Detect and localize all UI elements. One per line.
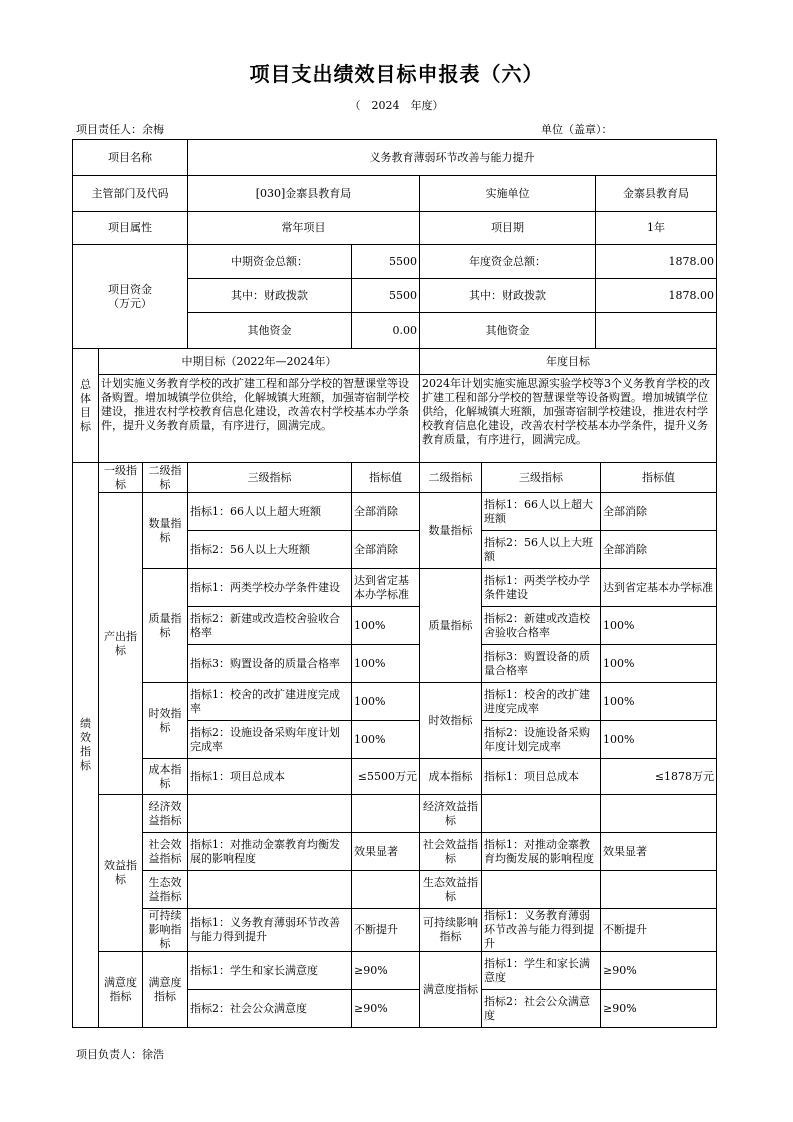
- year-indicator-value: 100%: [601, 645, 717, 683]
- eco-indicator: 生态效益指标: [143, 871, 188, 909]
- mid-goal-text: 计划实施义务教育学校的改扩建工程和部分学校的智慧课堂等设备购置。增加城镇学位供给，化解城镇大班额，加强寄宿制学校建设，推进农村学校教育信息化建设，改善农村学校基本办学条件，提升义务教育质量，有序进行，圆满完成。: [99, 375, 420, 463]
- impl-value: 金寨县教育局: [596, 176, 717, 212]
- mid-indicator: 指标2：新建或改造校舍验收合格率: [188, 607, 352, 645]
- quantity-indicator: 数量指标: [143, 493, 188, 569]
- econ-indicator: 经济效益指标: [143, 795, 188, 833]
- mid-indicator: 指标1：义务教育薄弱环节改善与能力得到提升: [188, 909, 352, 952]
- year-indicator: 指标1：学生和家长满意度: [482, 952, 601, 990]
- mid-indicator-value: 100%: [352, 645, 420, 683]
- social-indicator-year: 社会效益指标: [420, 833, 482, 871]
- mid-fiscal-label: 其中：财政拨款: [188, 279, 352, 313]
- mid-fiscal-value: 5500: [352, 279, 420, 313]
- footer-person: 项目负责人：徐浩: [76, 1048, 164, 1061]
- mid-indicator-value: ≤5500万元: [352, 759, 420, 795]
- year-indicator: 指标1：义务教育薄弱环节改善与能力得到提升: [482, 909, 601, 952]
- period-label: 项目期: [420, 212, 596, 245]
- social-indicator: 社会效益指标: [143, 833, 188, 871]
- mid-indicator: 指标2：社会公众满意度: [188, 990, 352, 1028]
- year-indicator-value: 不断提升: [601, 909, 717, 952]
- dept-value: [030]金寨县教育局: [188, 176, 420, 212]
- empty-cell: [188, 795, 352, 833]
- year-indicator-value: 100%: [601, 721, 717, 759]
- mid-indicator: 指标1：两类学校办学条件建设: [188, 569, 352, 607]
- mid-goal-header: 中期目标（2022年—2024年）: [99, 349, 420, 375]
- year-indicator: 指标1：项目总成本: [482, 759, 601, 795]
- mid-indicator-value: 全部消除: [352, 493, 420, 531]
- satisfaction-sub-indicator-year: 满意度指标: [420, 952, 482, 1028]
- time-indicator-year: 时效指标: [420, 683, 482, 759]
- mid-indicator: 指标1：校舍的改扩建进度完成率: [188, 683, 352, 721]
- quantity-indicator-year: 数量指标: [420, 493, 482, 569]
- mid-indicator: 指标1：项目总成本: [188, 759, 352, 795]
- header-value-year: 指标值: [601, 463, 717, 493]
- sustain-indicator-year: 可持续影响指标: [420, 909, 482, 952]
- year-total-label: 年度资金总额：: [420, 245, 596, 279]
- mid-indicator: 指标2：设施设备采购年度计划完成率: [188, 721, 352, 759]
- year-indicator-value: ≥90%: [601, 990, 717, 1028]
- funds-label: 项目资金 （万元）: [73, 245, 188, 349]
- attr-value: 常年项目: [188, 212, 420, 245]
- year-indicator: 指标2：设施设备采购年度计划完成率: [482, 721, 601, 759]
- year-indicator: 指标3：购置设备的质量合格率: [482, 645, 601, 683]
- empty-cell: [482, 871, 601, 909]
- mid-indicator-value: ≥90%: [352, 990, 420, 1028]
- unit-stamp-label: 单位（盖章）：: [541, 123, 613, 136]
- year-fiscal-label: 其中：财政拨款: [420, 279, 596, 313]
- impl-label: 实施单位: [420, 176, 596, 212]
- cost-indicator-year: 成本指标: [420, 759, 482, 795]
- empty-cell: [352, 795, 420, 833]
- mid-indicator-value: 效果显著: [352, 833, 420, 871]
- sustain-indicator: 可持续影响指标: [143, 909, 188, 952]
- mid-total-value: 5500: [352, 245, 420, 279]
- mid-indicator-value: 100%: [352, 683, 420, 721]
- header-level2-year: 二级指标: [420, 463, 482, 493]
- overall-goal-label: 总 体 目 标: [73, 349, 99, 463]
- quality-indicator-year: 质量指标: [420, 569, 482, 683]
- empty-cell: [482, 795, 601, 833]
- attr-label: 项目属性: [73, 212, 188, 245]
- header-value: 指标值: [352, 463, 420, 493]
- year-other-label: 其他资金: [420, 313, 596, 349]
- project-name-label: 项目名称: [73, 140, 188, 176]
- year-indicator-value: 效果显著: [601, 833, 717, 871]
- header-level3-year: 三级指标: [482, 463, 601, 493]
- year-indicator: 指标1：校舍的改扩建进度完成率: [482, 683, 601, 721]
- performance-table: [72, 139, 717, 1028]
- year-indicator-value: 全部消除: [601, 531, 717, 569]
- year-label: （ 2024 年度）: [349, 99, 444, 112]
- mid-other-value: 0.00: [352, 313, 420, 349]
- year-indicator: 指标2：56人以上大班额: [482, 531, 601, 569]
- mid-indicator-value: 全部消除: [352, 531, 420, 569]
- form-title: 项目支出绩效目标申报表（六）: [249, 62, 544, 86]
- quality-indicator: 质量指标: [143, 569, 188, 683]
- time-indicator: 时效指标: [143, 683, 188, 759]
- mid-other-label: 其他资金: [188, 313, 352, 349]
- year-fiscal-value: 1878.00: [596, 279, 717, 313]
- year-indicator-value: 100%: [601, 607, 717, 645]
- year-indicator-value: 100%: [601, 683, 717, 721]
- project-name-value: 义务教育薄弱环节改善与能力提升: [188, 140, 717, 176]
- year-other-value: [596, 313, 717, 349]
- mid-indicator-value: ≥90%: [352, 952, 420, 990]
- mid-indicator-value: 100%: [352, 721, 420, 759]
- cost-indicator: 成本指标: [143, 759, 188, 795]
- year-total-value: 1878.00: [596, 245, 717, 279]
- mid-indicator: 指标1：66人以上超大班额: [188, 493, 352, 531]
- dept-label: 主管部门及代码: [73, 176, 188, 212]
- satisfaction-sub-indicator: 满意度指标: [143, 952, 188, 1028]
- year-goal-header: 年度目标: [420, 349, 717, 375]
- period-value: 1年: [596, 212, 717, 245]
- benefit-indicator: 效益指标: [99, 795, 143, 952]
- mid-indicator-value: 达到省定基本办学标准: [352, 569, 420, 607]
- empty-cell: [188, 871, 352, 909]
- header-level2: 二级指标: [143, 463, 188, 493]
- header-level1: 一级指标: [99, 463, 143, 493]
- output-indicator: 产出指标: [99, 493, 143, 795]
- satisfaction-indicator: 满意度指标: [99, 952, 143, 1028]
- eco-indicator-year: 生态效益指标: [420, 871, 482, 909]
- responsible-person: 项目责任人：余梅: [76, 123, 164, 136]
- header-level3: 三级指标: [188, 463, 352, 493]
- year-indicator: 指标2：新建或改造校舍验收合格率: [482, 607, 601, 645]
- empty-cell: [601, 795, 717, 833]
- mid-total-label: 中期资金总额：: [188, 245, 352, 279]
- mid-indicator-value: 100%: [352, 607, 420, 645]
- mid-indicator: 指标1：对推动金寨教育均衡发展的影响程度: [188, 833, 352, 871]
- year-indicator: 指标1：两类学校办学条件建设: [482, 569, 601, 607]
- econ-indicator-year: 经济效益指标: [420, 795, 482, 833]
- year-indicator-value: ≤1878万元: [601, 759, 717, 795]
- year-goal-text: 2024年计划实施实施思源实验学校等3个义务教育学校的改扩建工程和部分学校的智慧课堂等设备购置。增加城镇学位供给，化解城镇大班额，加强寄宿制学校建设，推进农村学校教育信息化建设，改善农村学校基本办学条件，提升义务教育质量，有序进行，圆满完成。: [420, 375, 717, 463]
- year-indicator-value: 达到省定基本办学标准: [601, 569, 717, 607]
- mid-indicator: 指标1：学生和家长满意度: [188, 952, 352, 990]
- mid-indicator: 指标3：购置设备的质量合格率: [188, 645, 352, 683]
- year-indicator: 指标1：对推动金寨教育均衡发展的影响程度: [482, 833, 601, 871]
- empty-cell: [352, 871, 420, 909]
- year-indicator-value: 全部消除: [601, 493, 717, 531]
- year-indicator: 指标1：66人以上超大班额: [482, 493, 601, 531]
- empty-cell: [601, 871, 717, 909]
- performance-label: 绩 效 指 标: [73, 463, 99, 1028]
- year-indicator-value: ≥90%: [601, 952, 717, 990]
- mid-indicator-value: 不断提升: [352, 909, 420, 952]
- year-indicator: 指标2：社会公众满意度: [482, 990, 601, 1028]
- mid-indicator: 指标2：56人以上大班额: [188, 531, 352, 569]
